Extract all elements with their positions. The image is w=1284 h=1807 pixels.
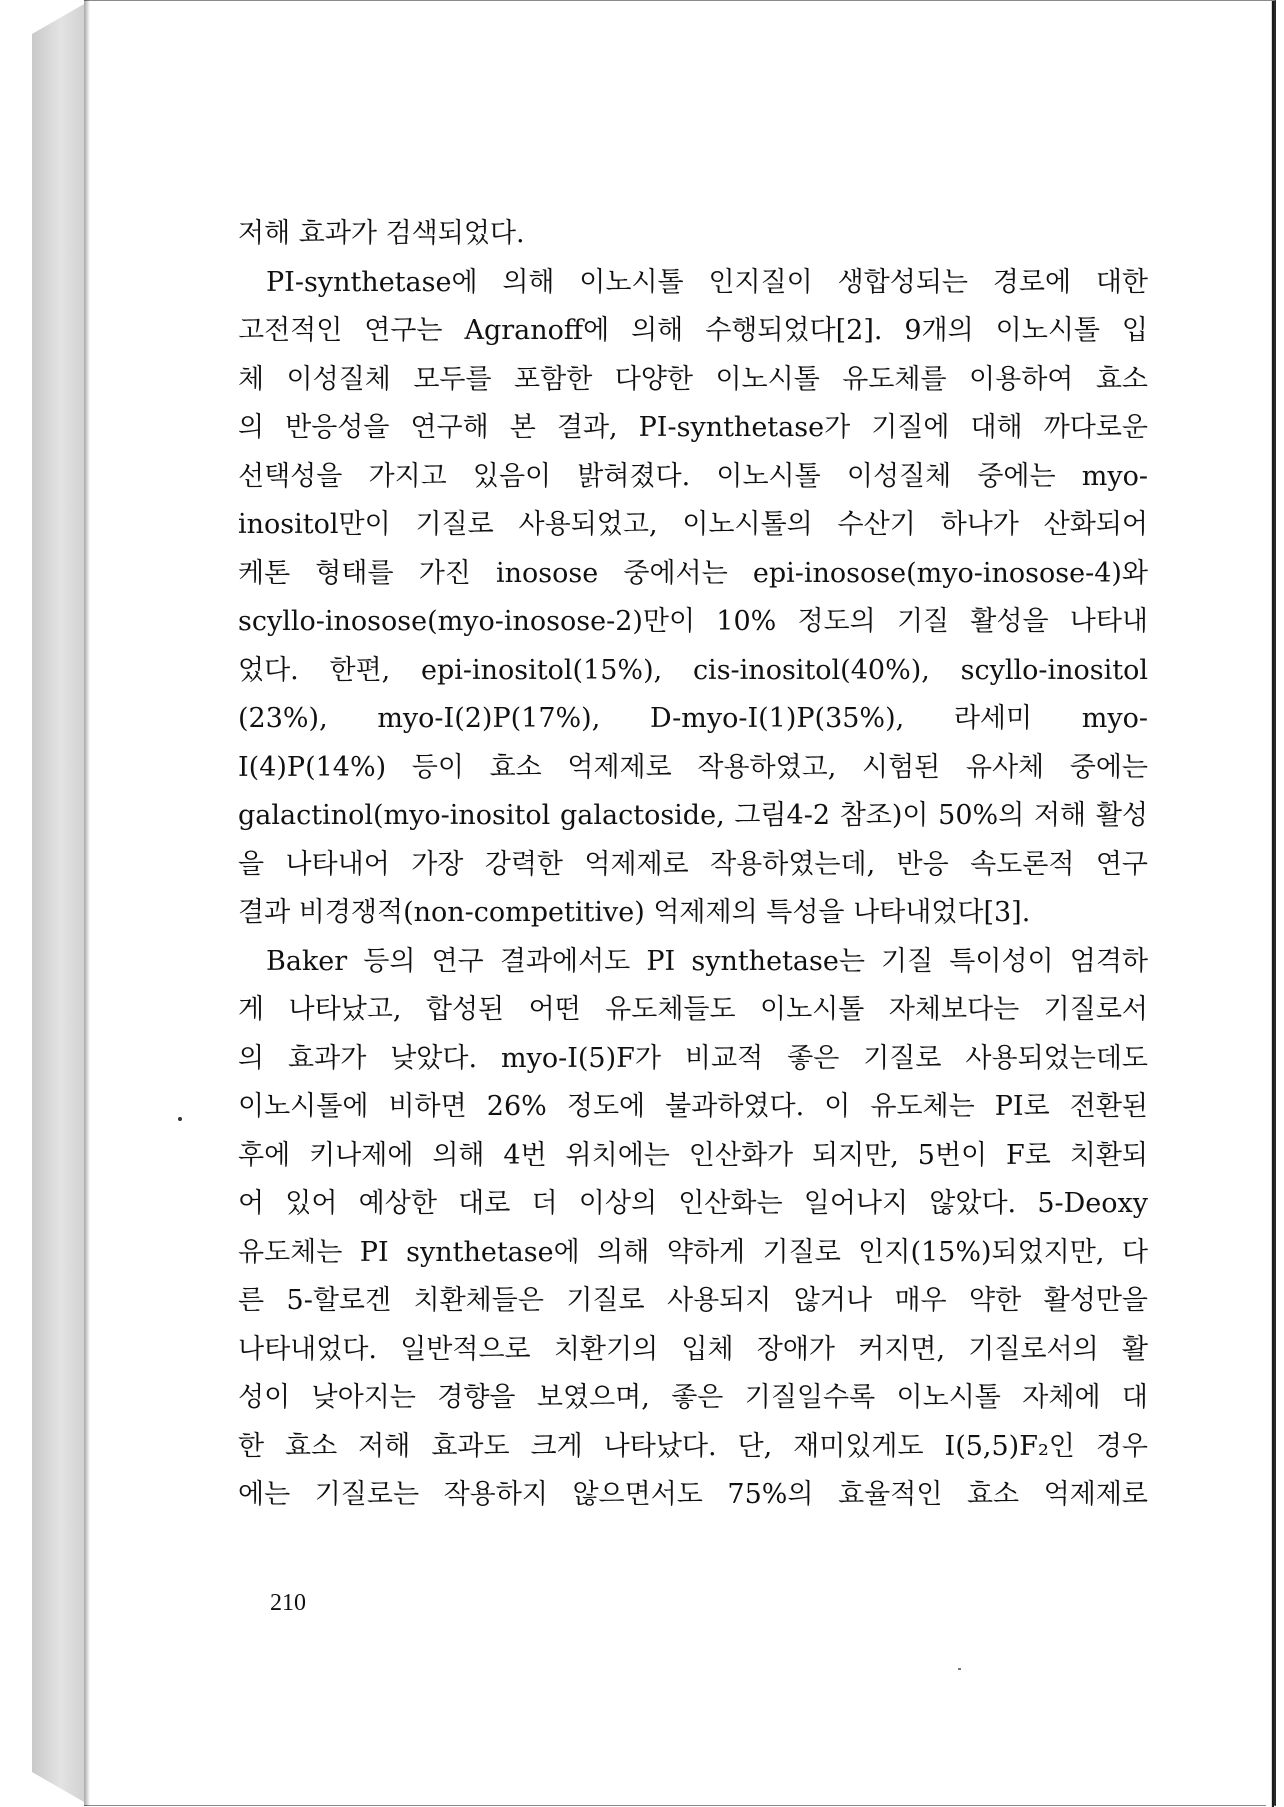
text-line: 저해 효과가 검색되었다.: [238, 218, 525, 249]
spine-shadow: [84, 0, 90, 1806]
body-text: [238, 210, 1148, 1520]
text-line: 에는 기질로는 작용하지 않으면서도 75%의 효율적인 효소 억제제로: [238, 1479, 1148, 1510]
text-line: 나타내었다. 일반적으로 치환기의 입체 장애가 커지면, 기질로서의 활: [238, 1333, 1148, 1365]
text-line: 게 나타났고, 합성된 어떤 유도체들도 이노시톨 자체보다는 기질로서: [238, 994, 1148, 1025]
scan-speck: [178, 1117, 182, 1121]
scan-speck: [958, 1668, 961, 1670]
text-line: 유도체는 PI synthetase에 의해 약하게 기질로 인지(15%)되었지만, 다: [238, 1236, 1148, 1268]
text-line: 었다. 한편, epi-inositol(15%), cis-inositol(40%), scyllo-inositol: [238, 654, 1148, 686]
text-line: 이노시톨에 비하면 26% 정도에 불과하였다. 이 유도체는 PI로 전환된: [238, 1091, 1148, 1122]
text-line: scyllo-inosose(myo-inosose-2)만이 10% 정도의 기질 활성을 나타내: [238, 606, 1148, 637]
text-line: 의 효과가 낮았다. myo-I(5)F가 비교적 좋은 기질로 사용되었는데도: [238, 1042, 1148, 1074]
text-line: 케톤 형태를 가진 inosose 중에서는 epi-inosose(myo-inosose-4)와: [238, 557, 1148, 589]
text-line: 고전적인 연구는 Agranoff에 의해 수행되었다[2]. 9개의 이노시톨 입: [238, 315, 1148, 346]
text-line: 선택성을 가지고 있음이 밝혀졌다. 이노시톨 이성질체 중에는 myo-: [238, 460, 1148, 492]
text-line: 체 이성질체 모두를 포함한 다양한 이노시톨 유도체를 이용하여 효소: [238, 363, 1148, 395]
text-line: 른 5-할로겐 치환체들은 기질로 사용되지 않거나 매우 약한 활성만을: [238, 1285, 1148, 1316]
text-line: 후에 키나제에 의해 4번 위치에는 인산화가 되지만, 5번이 F로 치환되: [238, 1139, 1148, 1171]
page-edge: [1266, 1, 1274, 1807]
text-line: 성이 낮아지는 경향을 보였으며, 좋은 기질일수록 이노시톨 자체에 대: [238, 1382, 1148, 1413]
text-line: (23%), myo-I(2)P(17%), D-myo-I(1)P(35%), 라세미 myo-: [238, 703, 1148, 734]
text-line: 한 효소 저해 효과도 크게 나타났다. 단, 재미있게도 I(5,5)F₂인 경우: [238, 1430, 1148, 1462]
text-line: 어 있어 예상한 대로 더 이상의 인산화는 일어나지 않았다. 5-Deoxy: [238, 1188, 1148, 1219]
text-line: 을 나타내어 가장 강력한 억제제로 작용하였는데, 반응 속도론적 연구: [238, 848, 1148, 880]
text-line: 의 반응성을 연구해 본 결과, PI-synthetase가 기질에 대해 까다로운: [238, 412, 1148, 443]
text-line: PI-synthetase에 의해 이노시톨 인지질이 생합성되는 경로에 대한: [266, 266, 1148, 298]
text-line: I(4)P(14%) 등이 효소 억제제로 작용하였고, 시험된 유사체 중에는: [238, 751, 1148, 783]
book-spine: [32, 4, 84, 1802]
text-line: Baker 등의 연구 결과에서도 PI synthetase는 기질 특이성이 엄격하: [266, 945, 1148, 977]
text-line: inositol만이 기질로 사용되었고, 이노시톨의 수산기 하나가 산화되어: [238, 509, 1148, 540]
page-number: 210: [270, 1590, 306, 1616]
text-line: 결과 비경쟁적(non-competitive) 억제제의 특성을 나타내었다[3].: [238, 897, 1031, 928]
text-line: galactinol(myo-inositol galactoside, 그림4-2 참조)이 50%의 저해 활성: [238, 800, 1148, 831]
